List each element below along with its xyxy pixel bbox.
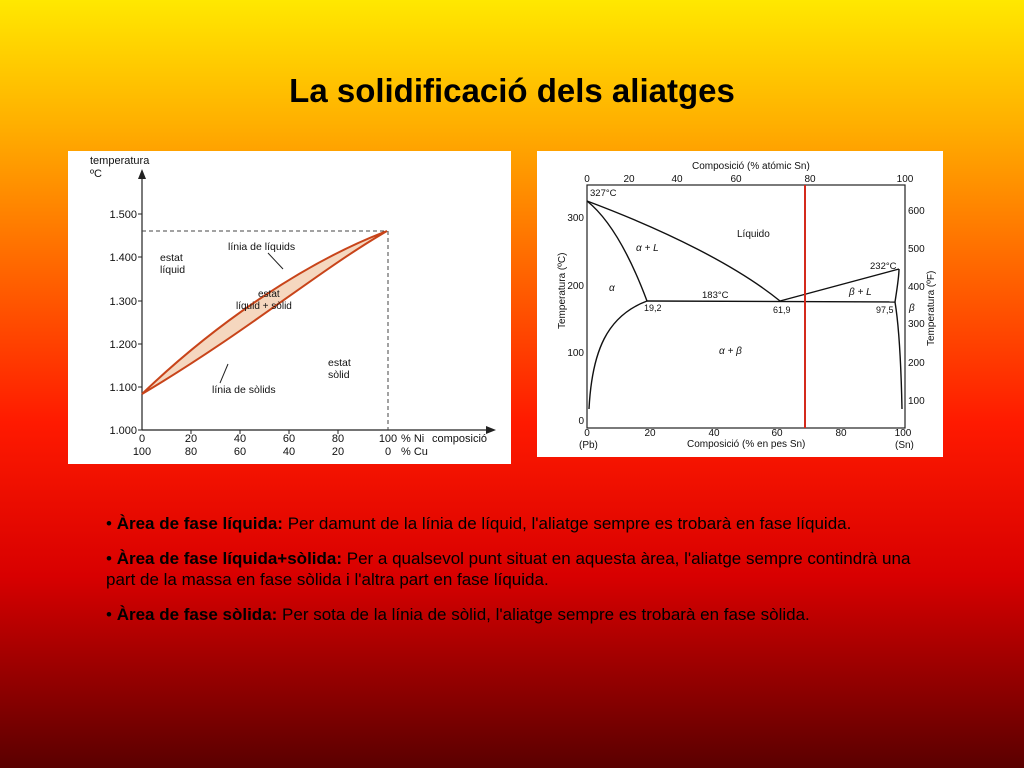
bullet-term: Àrea de fase líquida:	[116, 514, 283, 533]
right-tick: 400	[908, 282, 925, 293]
right-tick: 600	[908, 206, 925, 217]
right-tick: 100	[908, 396, 925, 407]
top-tick: 80	[804, 174, 816, 185]
sn-endpoint-label: (Sn)	[895, 440, 914, 451]
solid-state-label: sòlid	[328, 369, 350, 381]
y-tick: 1.000	[109, 425, 137, 437]
sn-melting-label: 232°C	[870, 261, 897, 272]
liquidus-pointer	[268, 253, 283, 269]
x-tick-cu: 0	[384, 446, 392, 458]
eutectic-temp-label: 183°C	[702, 290, 729, 301]
beta-composition-label: 97,5	[876, 305, 894, 315]
two-phase-label: líquid + sòlid	[236, 301, 292, 312]
left-tick: 100	[567, 348, 584, 359]
bullet-text: Per damunt de la línia de líquid, l'aliatge sempre es trobarà en fase líquida.	[282, 514, 852, 533]
top-tick: 40	[671, 174, 683, 185]
bullet-term: Àrea de fase líquida+sòlida:	[116, 549, 343, 568]
pb-endpoint-label: (Pb)	[579, 440, 598, 451]
bullet-liquid-solid: • Àrea de fase líquida+sòlida: Per a qualsevol punt situat en aquesta àrea, l'aliatge sempre contindrà una part de la massa en fase sòlida i l'altra part en fase líquida.	[106, 549, 911, 589]
liquid-state-label: líquid	[160, 264, 186, 276]
liquidus-left	[587, 201, 780, 301]
x-tick-ni: 80	[331, 433, 345, 445]
bottom-tick: 60	[771, 428, 783, 439]
x-tick-cu: 60	[233, 446, 247, 458]
pb-sn-phase-diagram	[537, 151, 943, 457]
right-tick: 500	[908, 244, 925, 255]
x-tick-cu: 20	[331, 446, 345, 458]
y-tick: 1.300	[109, 296, 137, 308]
beta-liquid-region-label: β + L	[849, 287, 872, 298]
x-tick-ni: 40	[233, 433, 247, 445]
x-tick-cu: 40	[282, 446, 296, 458]
liquidus-right	[780, 269, 899, 301]
bottom-tick: 80	[835, 428, 847, 439]
x-tick-ni: 100	[378, 433, 398, 445]
slide-title: La solidificació dels aliatges	[289, 72, 735, 109]
bullet-text: Per a qualsevol punt situat en aquesta àrea, l'aliatge sempre contindrà una part de la massa en fase sòlida i l'altra part en fase líquida.	[106, 549, 911, 589]
y-axis-unit: ºC	[90, 168, 102, 180]
y-axis-label: temperatura	[90, 155, 150, 167]
y-tick: 1.100	[109, 382, 137, 394]
x-tick-cu: 100	[132, 446, 152, 458]
top-tick: 20	[623, 174, 635, 185]
eutectic-line	[647, 301, 895, 302]
x-tick-ni: 0	[138, 433, 146, 445]
liquid-state-label: estat	[160, 252, 183, 264]
explanation-list	[106, 513, 936, 639]
solid-state-label: estat	[328, 357, 351, 369]
x-axis-arrow-icon	[486, 426, 496, 434]
x-tick-ni: 20	[184, 433, 198, 445]
x-tick-ni: 60	[282, 433, 296, 445]
x-tick-cu: 80	[184, 446, 198, 458]
beta-solvus	[895, 302, 902, 409]
bottom-tick: 20	[644, 428, 656, 439]
pb-melting-label: 327°C	[590, 188, 617, 199]
bottom-tick: 0	[584, 428, 590, 439]
x-unit-cu: % Cu	[401, 446, 428, 458]
ni-cu-phase-diagram	[68, 151, 511, 464]
top-tick: 100	[896, 174, 914, 185]
solidus-label: línia de sòlids	[212, 384, 276, 396]
alpha-liquid-region-label: α + L	[636, 243, 659, 254]
y-tick: 1.400	[109, 252, 137, 264]
alpha-region-label: α	[609, 283, 615, 294]
right-axis-label: Temperatura (ºF)	[926, 270, 937, 346]
left-axis-label: Temperatura (ºC)	[557, 252, 568, 329]
bottom-tick: 100	[894, 428, 912, 439]
alpha-solvus	[589, 301, 647, 409]
y-tick: 1.500	[109, 209, 137, 221]
solidus-pointer	[220, 364, 228, 383]
y-tick: 1.200	[109, 339, 137, 351]
beta-solidus	[895, 269, 899, 302]
right-tick: 300	[908, 319, 925, 330]
top-axis-label: Composició (% atómic Sn)	[692, 161, 810, 172]
bullet-text: Per sota de la línia de sòlid, l'aliatge sempre es trobarà en fase sòlida.	[277, 605, 810, 624]
x-unit-ni: % Ni	[401, 433, 425, 445]
left-tick: 0	[578, 416, 584, 427]
bottom-tick: 40	[708, 428, 720, 439]
y-axis-arrow-icon	[138, 169, 146, 179]
beta-region-label: β	[909, 303, 915, 314]
left-tick: 300	[567, 213, 584, 224]
two-phase-label: estat	[258, 289, 280, 300]
alpha-beta-region-label: α + β	[719, 346, 742, 357]
top-tick: 0	[584, 174, 590, 185]
eutectic-composition-label: 61,9	[773, 305, 791, 315]
right-tick: 200	[908, 358, 925, 369]
liquid-region-label: Líquido	[737, 229, 770, 240]
x-axis-label: composició	[432, 433, 488, 445]
alpha-composition-label: 19,2	[644, 303, 662, 313]
liquidus-label: línia de líquids	[228, 241, 296, 253]
top-tick: 60	[730, 174, 742, 185]
bullet-liquid: • Àrea de fase líquida: Per damunt de la línia de líquid, l'aliatge sempre es trobarà en fase líquida.	[106, 514, 852, 533]
bottom-axis-label: Composició (% en pes Sn)	[687, 439, 806, 450]
bullet-solid: • Àrea de fase sòlida: Per sota de la línia de sòlid, l'aliatge sempre es trobarà en fase sòlida.	[106, 605, 810, 624]
left-tick: 200	[567, 281, 584, 292]
bullet-term: Àrea de fase sòlida:	[116, 605, 278, 624]
